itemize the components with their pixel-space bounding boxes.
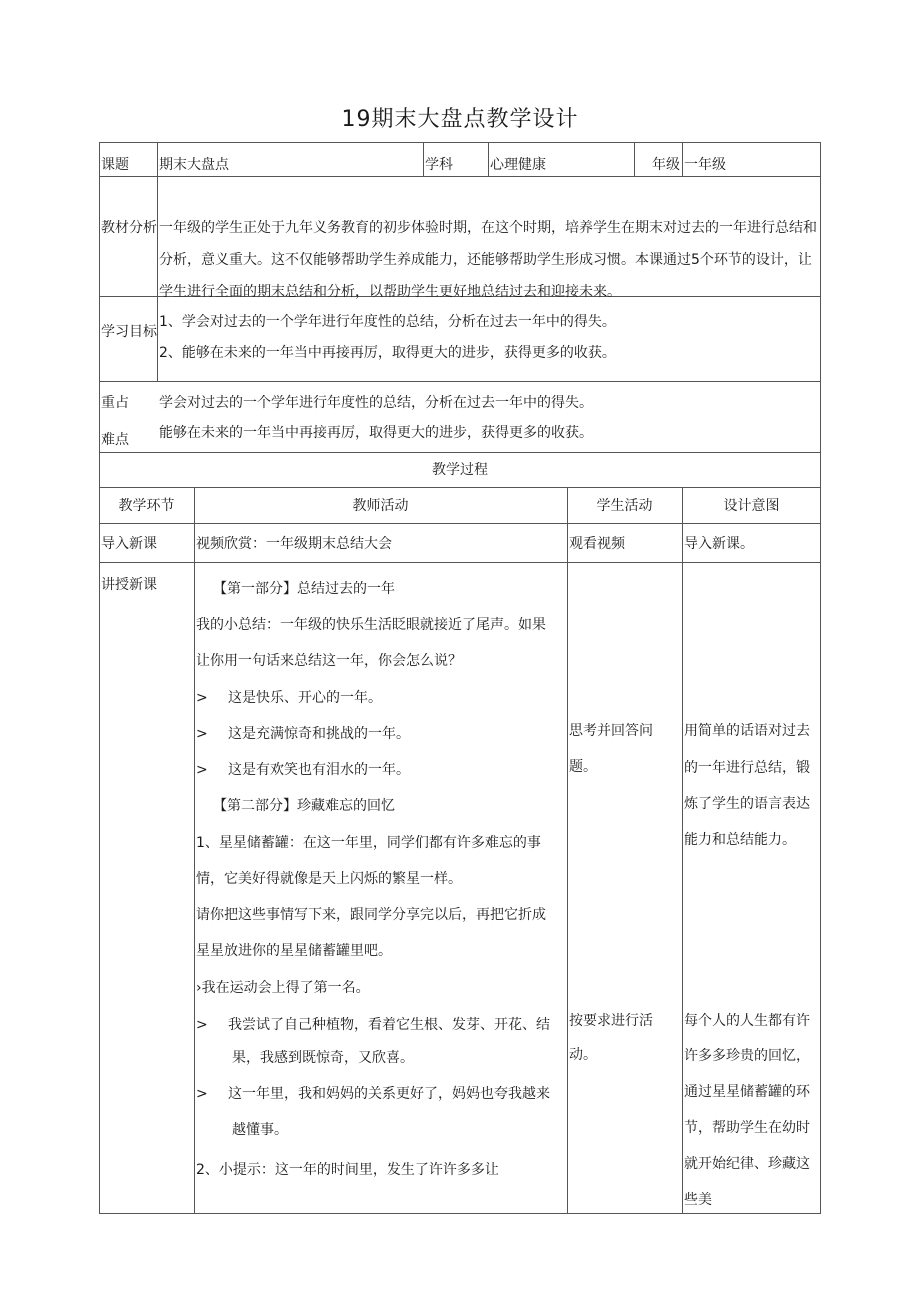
- design-intent: 许多多珍贵的回忆，: [684, 1048, 810, 1064]
- design-intent: 的一年进行总结，锻: [684, 760, 810, 776]
- grade-label: 年级: [652, 157, 680, 173]
- column-header: 学生活动: [596, 498, 653, 514]
- student-activity: 动。: [569, 1047, 597, 1063]
- student-activity: 思考并回答问: [569, 723, 653, 739]
- design-intent: 每个人的人生都有许: [684, 1013, 810, 1029]
- row-divider: [99, 452, 821, 453]
- part1-line: 让你用一句话来总结这一年，你会怎么说？: [196, 653, 462, 669]
- bullet-mark: >: [196, 1017, 208, 1033]
- design-intent: 些美: [684, 1192, 712, 1208]
- student-activity: 题。: [569, 759, 597, 775]
- col-divider: [488, 142, 489, 176]
- design-intent: 能力和总结能力。: [684, 832, 796, 848]
- design-intent: 节，帮助学生在幼时: [684, 1120, 810, 1136]
- design-intent: 就开始纪律、珍藏这: [684, 1156, 810, 1172]
- part1-title: 【第一部分】总结过去的一年: [213, 581, 395, 597]
- key-label: 重占: [101, 395, 129, 411]
- part1-line: 我的小总结：一年级的快乐生活眨眼就接近了尾声。如果: [196, 617, 546, 633]
- col-divider: [567, 487, 568, 1214]
- bullet-mark: >: [196, 1086, 208, 1102]
- intro-intent: 导入新课。: [684, 536, 754, 552]
- bullet-mark: >: [196, 726, 208, 742]
- key-text: 学会对过去的一个学年进行年度性的总结，分析在过去一年中的得失。: [159, 395, 593, 411]
- part2-bullet: 果，我感到既惊奇，又欣喜。: [232, 1050, 414, 1066]
- row-divider: [99, 381, 821, 382]
- grade-value: 一年级: [684, 157, 726, 173]
- document-title: 19期末大盘点教学设计: [341, 107, 579, 132]
- row-divider: [99, 176, 821, 177]
- bullet-mark: >: [196, 690, 208, 706]
- goal-item: 2、能够在未来的一年当中再接再厉，取得更大的进步，获得更多的收获。: [159, 345, 616, 361]
- part2-title: 【第二部分】珍藏难忘的回忆: [213, 798, 395, 814]
- intro-stage: 导入新课: [101, 536, 157, 552]
- part1-bullet: 这是有欢笑也有泪水的一年。: [228, 762, 410, 778]
- intro-teacher: 视频欣赏：一年级期末总结大会: [196, 536, 392, 552]
- lecture-stage: 讲授新课: [101, 577, 157, 593]
- part2-bullet: 这一年里，我和妈妈的关系更好了，妈妈也夸我越来: [228, 1086, 550, 1102]
- goal-item: 1、学会对过去的一个学年进行年度性的总结，分析在过去一年中的得失。: [159, 314, 616, 330]
- column-header: 教师活动: [352, 498, 409, 514]
- column-header: 设计意图: [723, 498, 780, 514]
- part2-line: 情，它美好得就像是天上闪烁的繁星一样。: [196, 871, 462, 887]
- row-divider: [99, 523, 821, 524]
- subject-label: 学科: [425, 157, 453, 173]
- part2-bullet: 我尝试了自己种植物，看着它生根、发芽、开花、结: [228, 1017, 550, 1033]
- course-value: 期末大盘点: [159, 157, 229, 173]
- subject-value: 心理健康: [490, 157, 546, 173]
- goals-label: 学习目标: [101, 324, 157, 340]
- process-header: 教学过程: [432, 462, 488, 478]
- col-divider: [682, 142, 683, 176]
- col-divider: [423, 142, 424, 176]
- col-divider: [682, 487, 683, 1214]
- col-divider: [194, 487, 195, 1214]
- row-divider: [99, 487, 821, 488]
- col-divider: [634, 142, 635, 176]
- design-intent: 通过星星储蓄罐的环: [684, 1084, 810, 1100]
- analysis-text: 一年级的学生正处于九年义务教育的初步体验时期，在这个时期，培养学生在期末对过去的一年进行总结和分析，意义重大。这不仅能够帮助学生养成能力，还能够帮助学生形成习惯。本课通过5个环节的设计，让学生进行全面的期末总结和分析，以帮助学生更好地总结过去和迎接未来。: [159, 220, 817, 300]
- part2-bullet: 越懂事。: [232, 1122, 288, 1138]
- analysis-label: 教材分析: [101, 220, 157, 236]
- lecture-last-line: 2、小提示：这一年的时间里，发生了许许多多让: [196, 1162, 499, 1178]
- student-activity: 按要求进行活: [569, 1013, 653, 1029]
- course-label: 课题: [101, 157, 129, 173]
- col-divider: [157, 142, 158, 176]
- part2-line: 1、星星储蓄罐：在这一年里，同学们都有许多难忘的事: [196, 835, 541, 851]
- row-divider: [99, 562, 821, 563]
- difficulty-text: 能够在未来的一年当中再接再厉，取得更大的进步，获得更多的收获。: [159, 425, 593, 441]
- difficulty-label: 难点: [101, 432, 129, 448]
- intro-student: 观看视频: [569, 536, 625, 552]
- part2-line: ›我在运动会上得了第一名。: [196, 980, 370, 996]
- part1-bullet: 这是充满惊奇和挑战的一年。: [228, 726, 410, 742]
- col-divider: [157, 176, 158, 381]
- part1-bullet: 这是快乐、开心的一年。: [228, 690, 382, 706]
- part2-line: 星星放进你的星星储蓄罐里吧。: [196, 943, 392, 959]
- bullet-mark: >: [196, 762, 208, 778]
- design-intent: 用简单的话语对过去: [684, 723, 810, 739]
- design-intent: 炼了学生的语言表达: [684, 796, 810, 812]
- part2-line: 请你把这些事情写下来，跟同学分享完以后，再把它折成: [196, 907, 546, 923]
- column-header: 教学环节: [118, 498, 175, 514]
